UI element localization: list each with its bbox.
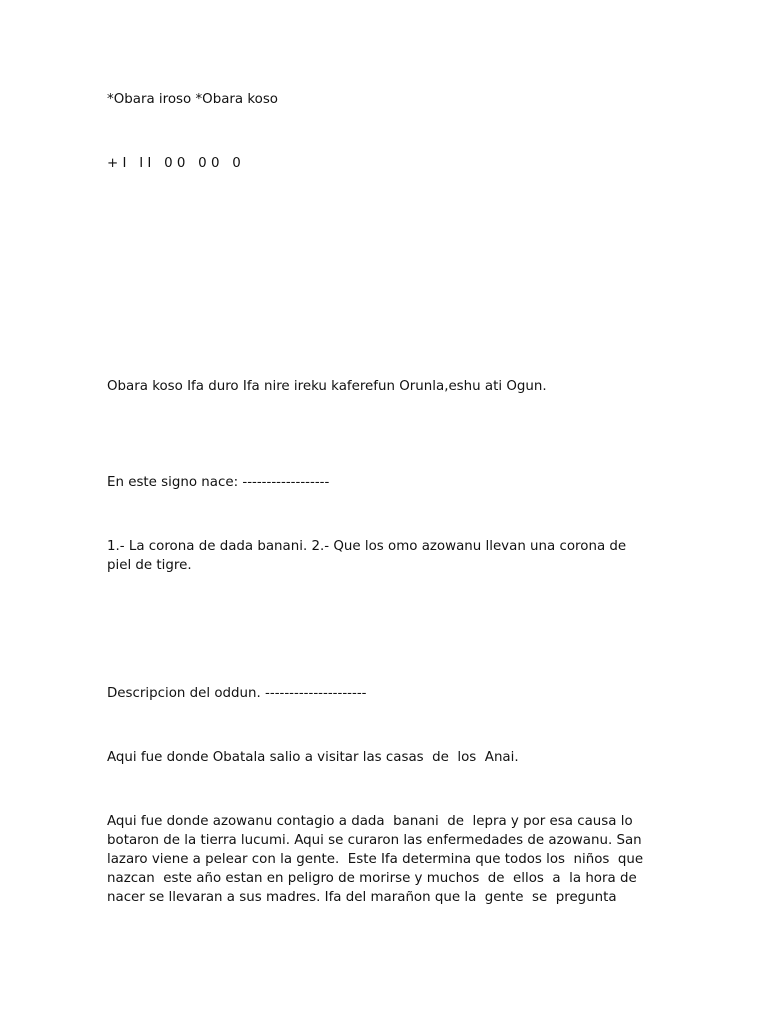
paragraph-line: botaron de la tierra lucumi. Aqui se curaron las enfermedades de azowanu. San (107, 833, 642, 848)
paragraph-line: nacer se llevaran a sus madres. Ifa del marañon que la gente se pregunta (107, 890, 617, 905)
nace-heading: En este signo nace: ------------------ (107, 475, 330, 490)
obatala-paragraph: Aqui fue donde Obatala salio a visitar las casas de los Anai. (107, 750, 519, 765)
document-title: *Obara iroso *Obara koso (107, 92, 279, 107)
paragraph-line: nazcan este año estan en peligro de morirse y muchos de ellos a la hora de (107, 871, 637, 886)
descripcion-heading: Descripcion del oddun. --------------------- (107, 686, 367, 701)
paragraph-line: lazaro viene a pelear con la gente. Este Ifa determina que todos los niños que (107, 852, 644, 867)
azowanu-paragraph (107, 812, 687, 907)
paragraph-line: 1.- La corona de dada banani. 2.- Que los omo azowanu llevan una corona de (107, 539, 627, 554)
paragraph-line: piel de tigre. (107, 558, 192, 573)
odu-signature: + I I I 0 0 0 0 0 (107, 156, 241, 171)
nace-paragraph (107, 537, 687, 575)
paragraph-line: Aqui fue donde azowanu contagio a dada banani de lepra y por esa causa lo (107, 814, 633, 829)
invocation-line: Obara koso Ifa duro Ifa nire ireku kaferefun Orunla,eshu ati Ogun. (107, 379, 547, 394)
